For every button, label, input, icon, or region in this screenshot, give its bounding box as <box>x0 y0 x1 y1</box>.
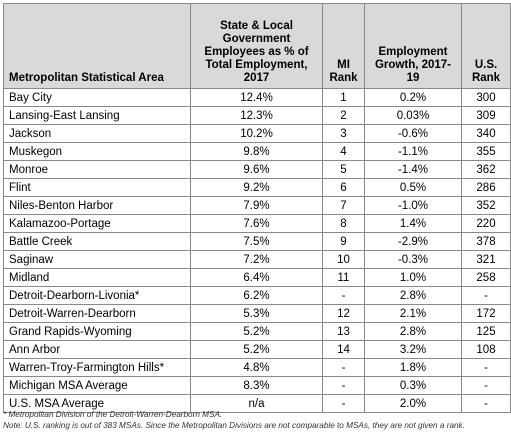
cell-growth: 1.8% <box>365 359 462 377</box>
cell-share: 12.4% <box>191 89 323 107</box>
cell-mi-rank: 14 <box>323 341 365 359</box>
cell-us-rank: - <box>462 359 511 377</box>
cell-growth: -1.1% <box>365 143 462 161</box>
cell-share: 9.2% <box>191 179 323 197</box>
cell-share: 6.4% <box>191 269 323 287</box>
cell-mi-rank: - <box>323 377 365 395</box>
cell-mi-rank: 9 <box>323 233 365 251</box>
cell-us-rank: 172 <box>462 305 511 323</box>
header-mi-rank: MI Rank <box>323 4 365 89</box>
cell-share: 8.3% <box>191 377 323 395</box>
header-growth: Employment Growth, 2017-19 <box>365 4 462 89</box>
table-row <box>4 359 511 377</box>
cell-msa: Lansing-East Lansing <box>4 107 191 125</box>
cell-us-rank: 300 <box>462 89 511 107</box>
cell-msa: Bay City <box>4 89 191 107</box>
cell-msa: Detroit-Dearborn-Livonia* <box>4 287 191 305</box>
cell-us-rank: - <box>462 377 511 395</box>
cell-growth: 2.8% <box>365 323 462 341</box>
header-share: State & Local Government Employees as % of Total Employment, 2017 <box>191 4 323 89</box>
cell-growth: 0.3% <box>365 377 462 395</box>
cell-msa: Detroit-Warren-Dearborn <box>4 305 191 323</box>
table-row <box>4 305 511 323</box>
cell-share: 7.6% <box>191 215 323 233</box>
cell-us-rank: - <box>462 395 511 413</box>
cell-mi-rank: 1 <box>323 89 365 107</box>
cell-mi-rank: 6 <box>323 179 365 197</box>
table-row <box>4 89 511 107</box>
cell-share: 9.6% <box>191 161 323 179</box>
cell-share: 7.5% <box>191 233 323 251</box>
cell-mi-rank: 5 <box>323 161 365 179</box>
cell-share: 7.9% <box>191 197 323 215</box>
cell-mi-rank: 10 <box>323 251 365 269</box>
cell-share: n/a <box>191 395 323 413</box>
table-body <box>4 89 511 413</box>
cell-growth: -0.3% <box>365 251 462 269</box>
table-row <box>4 341 511 359</box>
cell-us-rank: - <box>462 287 511 305</box>
table-row <box>4 377 511 395</box>
cell-msa: Kalamazoo-Portage <box>4 215 191 233</box>
cell-msa: Saginaw <box>4 251 191 269</box>
cell-share: 5.2% <box>191 341 323 359</box>
cell-msa: Ann Arbor <box>4 341 191 359</box>
table-row <box>4 107 511 125</box>
cell-us-rank: 321 <box>462 251 511 269</box>
cell-msa: Midland <box>4 269 191 287</box>
cell-msa: Flint <box>4 179 191 197</box>
cell-mi-rank: - <box>323 287 365 305</box>
cell-growth: -1.4% <box>365 161 462 179</box>
header-msa: Metropolitan Statistical Area <box>4 4 191 89</box>
cell-growth: 0.2% <box>365 89 462 107</box>
cell-share: 5.2% <box>191 323 323 341</box>
cell-share: 6.2% <box>191 287 323 305</box>
cell-share: 10.2% <box>191 125 323 143</box>
table-row <box>4 179 511 197</box>
footnote-note: Note: U.S. ranking is out of 383 MSAs. Since the Metropolitan Divisions are not comparable to MSAs, they are not given a rank. <box>3 421 465 430</box>
cell-msa: Niles-Benton Harbor <box>4 197 191 215</box>
cell-growth: 3.2% <box>365 341 462 359</box>
table-row <box>4 215 511 233</box>
header-us-rank: U.S. Rank <box>462 4 511 89</box>
table-row <box>4 323 511 341</box>
cell-share: 5.3% <box>191 305 323 323</box>
cell-share: 4.8% <box>191 359 323 377</box>
cell-mi-rank: 11 <box>323 269 365 287</box>
cell-mi-rank: 8 <box>323 215 365 233</box>
cell-msa: Battle Creek <box>4 233 191 251</box>
footnote-asterisk: * Metropolitan Division of the Detroit-Warren-Dearborn MSA. <box>3 410 223 419</box>
cell-us-rank: 125 <box>462 323 511 341</box>
cell-msa: Muskegon <box>4 143 191 161</box>
cell-msa: Monroe <box>4 161 191 179</box>
table-row <box>4 287 511 305</box>
cell-growth: 0.03% <box>365 107 462 125</box>
cell-growth: -0.6% <box>365 125 462 143</box>
cell-us-rank: 352 <box>462 197 511 215</box>
cell-us-rank: 108 <box>462 341 511 359</box>
cell-growth: 1.0% <box>365 269 462 287</box>
cell-us-rank: 378 <box>462 233 511 251</box>
cell-growth: 1.4% <box>365 215 462 233</box>
cell-growth: 0.5% <box>365 179 462 197</box>
cell-us-rank: 355 <box>462 143 511 161</box>
cell-mi-rank: 13 <box>323 323 365 341</box>
cell-msa: Jackson <box>4 125 191 143</box>
table-row <box>4 125 511 143</box>
table-row <box>4 233 511 251</box>
cell-growth: -1.0% <box>365 197 462 215</box>
table-row <box>4 161 511 179</box>
cell-us-rank: 362 <box>462 161 511 179</box>
cell-mi-rank: 3 <box>323 125 365 143</box>
cell-mi-rank: 4 <box>323 143 365 161</box>
cell-share: 12.3% <box>191 107 323 125</box>
cell-msa: U.S. MSA Average <box>4 395 191 413</box>
cell-us-rank: 258 <box>462 269 511 287</box>
table-row <box>4 197 511 215</box>
cell-mi-rank: - <box>323 395 365 413</box>
cell-msa: Grand Rapids-Wyoming <box>4 323 191 341</box>
header-row <box>4 4 511 89</box>
cell-growth: -2.9% <box>365 233 462 251</box>
cell-mi-rank: 7 <box>323 197 365 215</box>
cell-msa: Warren-Troy-Farmington Hills* <box>4 359 191 377</box>
table-row <box>4 143 511 161</box>
table-row <box>4 251 511 269</box>
cell-us-rank: 286 <box>462 179 511 197</box>
cell-us-rank: 220 <box>462 215 511 233</box>
table-row <box>4 269 511 287</box>
cell-mi-rank: - <box>323 359 365 377</box>
cell-growth: 2.8% <box>365 287 462 305</box>
cell-growth: 2.0% <box>365 395 462 413</box>
cell-us-rank: 309 <box>462 107 511 125</box>
cell-mi-rank: 12 <box>323 305 365 323</box>
cell-share: 9.8% <box>191 143 323 161</box>
msa-employment-table <box>3 3 511 413</box>
cell-us-rank: 340 <box>462 125 511 143</box>
cell-share: 7.2% <box>191 251 323 269</box>
cell-mi-rank: 2 <box>323 107 365 125</box>
cell-growth: 2.1% <box>365 305 462 323</box>
cell-msa: Michigan MSA Average <box>4 377 191 395</box>
